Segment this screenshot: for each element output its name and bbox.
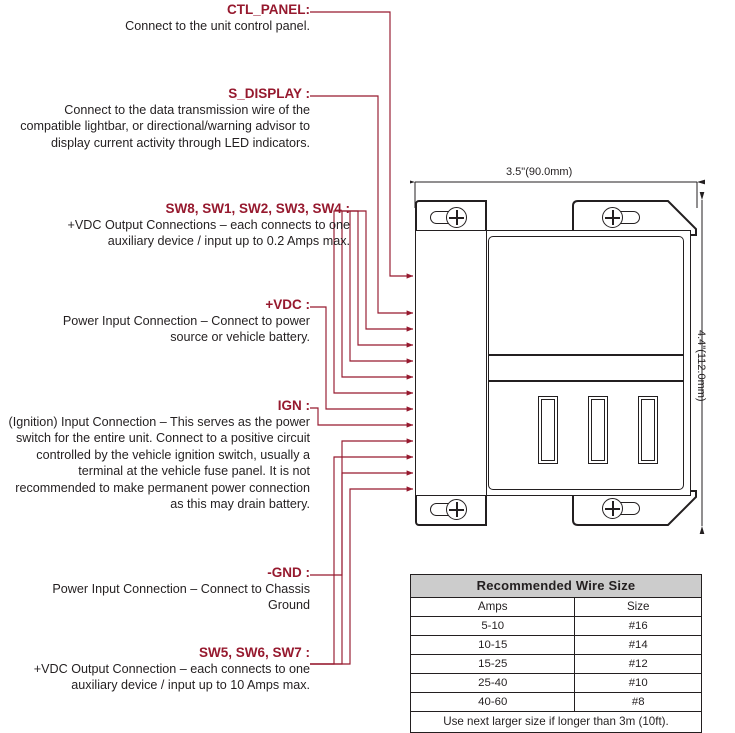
annotation-title: +VDC : bbox=[265, 297, 310, 312]
annotation-gnd bbox=[30, 565, 310, 614]
annotation-ctl-panel bbox=[20, 2, 310, 34]
cell-amps: 25-40 bbox=[411, 674, 575, 693]
cell-size: #10 bbox=[575, 674, 702, 693]
table-row bbox=[411, 617, 702, 636]
annotation-body: Power Input Connection – Connect to power source or vehicle battery. bbox=[62, 314, 310, 345]
annotation-body: Connect to the unit control panel. bbox=[125, 19, 310, 33]
vent-slot-1 bbox=[538, 396, 558, 464]
annotation-title: IGN : bbox=[277, 398, 310, 413]
annotation-body: (Ignition) Input Connection – This serves as the power switch for the entire unit. Connect to a positive circuit controlled by the vehicle ignition switch, usually a terminal at the vehicle fuse panel. It is not recommended to make permanent power connection as this may drain battery. bbox=[8, 415, 310, 512]
mount-screw-top-right bbox=[602, 207, 623, 228]
annotation-title: SW8, SW1, SW2, SW3, SW4 : bbox=[165, 201, 350, 216]
table-row bbox=[411, 636, 702, 655]
annotation-ign bbox=[6, 398, 310, 512]
cell-amps: 5-10 bbox=[411, 617, 575, 636]
mount-screw-bottom-left bbox=[446, 499, 467, 520]
annotation-title: S_DISPLAY : bbox=[228, 86, 310, 101]
annotation-body: +VDC Output Connections – each connects to one auxiliary device / input up to 0.2 Amps max. bbox=[67, 218, 350, 249]
table-row bbox=[411, 674, 702, 693]
terminal-strip-frame bbox=[415, 230, 487, 496]
mount-screw-top-left bbox=[446, 207, 467, 228]
cell-size: #16 bbox=[575, 617, 702, 636]
annotation-body: Connect to the data transmission wire of the compatible lightbar, or directional/warning advisor to display current activity through LED indicators. bbox=[20, 103, 310, 150]
annotation-title: CTL_PANEL: bbox=[227, 2, 310, 17]
annotation-body: Power Input Connection – Connect to Chassis Ground bbox=[52, 582, 310, 613]
cell-amps: 40-60 bbox=[411, 693, 575, 712]
annotation-vdc bbox=[30, 297, 310, 346]
body-seam-upper bbox=[488, 354, 684, 356]
body-seam-lower bbox=[488, 380, 684, 382]
mount-screw-bottom-right bbox=[602, 498, 623, 519]
recommended-wire-size-table bbox=[410, 574, 702, 733]
cell-size: #8 bbox=[575, 693, 702, 712]
dimension-width-label: 3.5"(90.0mm) bbox=[506, 166, 573, 178]
annotation-title: SW5, SW6, SW7 : bbox=[198, 645, 310, 660]
cell-size: #12 bbox=[575, 655, 702, 674]
table-footnote-row bbox=[411, 712, 702, 733]
column-header-amps: Amps bbox=[411, 598, 575, 617]
table-row bbox=[411, 655, 702, 674]
vent-slot-2 bbox=[588, 396, 608, 464]
table-footnote: Use next larger size if longer than 3m (10ft). bbox=[411, 712, 702, 733]
cell-amps: 10-15 bbox=[411, 636, 575, 655]
table-row bbox=[411, 693, 702, 712]
annotation-s-display bbox=[10, 86, 310, 151]
table-header-row bbox=[411, 575, 702, 598]
table-title: Recommended Wire Size bbox=[411, 575, 702, 598]
cell-amps: 15-25 bbox=[411, 655, 575, 674]
annotation-title: -GND : bbox=[267, 565, 310, 580]
device-illustration bbox=[410, 168, 710, 558]
cell-size: #14 bbox=[575, 636, 702, 655]
annotation-sw-group-b bbox=[20, 645, 310, 694]
dimension-height-label: 4.4"(112.0mm) bbox=[695, 330, 707, 402]
annotation-body: +VDC Output Connection – each connects to one auxiliary device / input up to 10 Amps max. bbox=[33, 662, 310, 693]
vent-slot-3 bbox=[638, 396, 658, 464]
table-column-header-row bbox=[411, 598, 702, 617]
column-header-size: Size bbox=[575, 598, 702, 617]
annotation-sw-group-a bbox=[20, 201, 350, 250]
